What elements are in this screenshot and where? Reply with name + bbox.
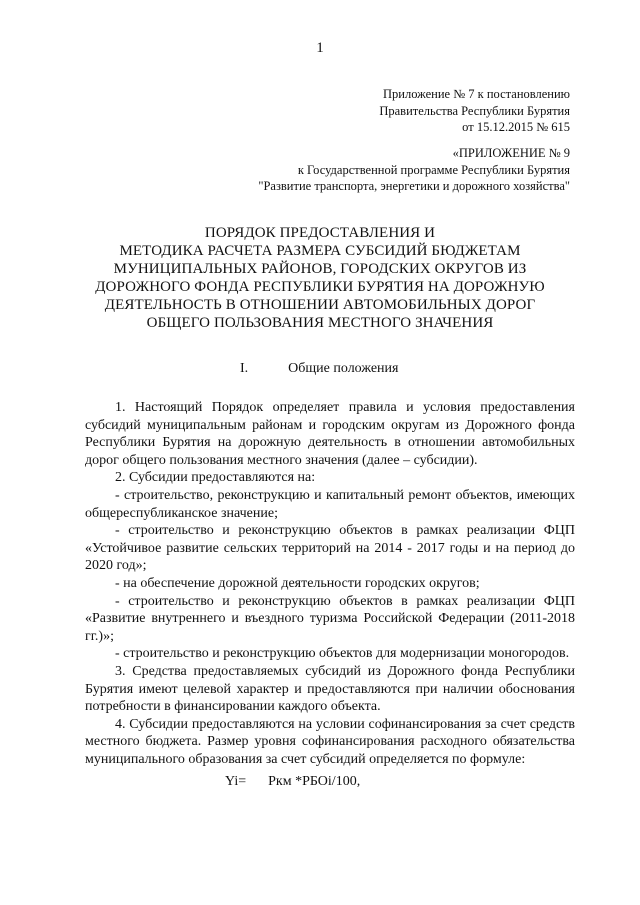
document-title — [60, 224, 580, 332]
title-line: ОБЩЕГО ПОЛЬЗОВАНИЯ МЕСТНОГО ЗНАЧЕНИЯ — [146, 315, 494, 331]
title-line: МУНИЦИПАЛЬНЫХ РАЙОНОВ, ГОРОДСКИХ ОКРУГОВ ИЗ — [113, 261, 527, 277]
title-line: ПОРЯДОК ПРЕДОСТАВЛЕНИЯ И — [204, 225, 436, 241]
formula-lhs: Yi= — [225, 774, 247, 790]
section-number: I. — [240, 361, 249, 376]
section-title: Общие положения — [288, 361, 399, 376]
annex-header-line: от 15.12.2015 № 615 — [462, 120, 570, 134]
paragraph: - строительство и реконструкцию объектов в рамках реализации ФЦП «Устойчивое развитие сельских территорий на 2014 - 2017 годы и на период до 2020 год»; — [85, 523, 575, 574]
paragraph: 4. Субсидии предоставляются на условии софинансирования за счет средств местного бюджета. Размер уровня софинансирования расходного обязательства муниципального образования за счет субсидий определяется по формуле: — [85, 716, 575, 767]
paragraph: - строительство и реконструкцию объектов в рамках реализации ФЦП «Развитие внутреннего и въездного туризма Российской Федерации (2011-2018 гг.)»; — [85, 593, 575, 644]
annex-header — [379, 86, 570, 136]
document-body — [85, 399, 575, 791]
paragraph: 1. Настоящий Порядок определяет правила и условия предоставления субсидий муниципальным районам и городским округам из Дорожного фонда Республики Бурятия на дорожную деятельность в отношении автомобильных дорог общего пользования местного значения (далее – субсидии). — [85, 400, 575, 468]
paragraph: - строительство, реконструкцию и капитальный ремонт объектов, имеющих общереспубликанское значение; — [85, 487, 575, 521]
paragraph: - строительство и реконструкцию объектов для модернизации моногородов. — [115, 646, 570, 662]
paragraph: 3. Средства предоставляемых субсидий из Дорожного фонда Республики Бурятия имеют целевой характер и предоставляются при наличии обоснования потребности в финансировании каждого объекта. — [85, 663, 575, 715]
title-line: ДОРОЖНОГО ФОНДА РЕСПУБЛИКИ БУРЯТИЯ НА ДОРОЖНУЮ — [95, 279, 545, 295]
paragraph: 2. Субсидии предоставляются на: — [115, 470, 316, 486]
page-number: 1 — [316, 40, 324, 56]
program-header-line: «ПРИЛОЖЕНИЕ № 9 — [452, 146, 570, 160]
annex-header-line: Приложение № 7 к постановлению — [383, 87, 570, 101]
formula-rhs: Ркм *РБОi/100, — [268, 774, 361, 790]
program-header-line: "Развитие транспорта, энергетики и дорожного хозяйства" — [258, 179, 570, 193]
paragraph: - на обеспечение дорожной деятельности городских округов; — [115, 575, 480, 591]
title-line: ДЕЯТЕЛЬНОСТЬ В ОТНОШЕНИИ АВТОМОБИЛЬНЫХ ДОРОГ — [104, 297, 536, 313]
annex-header-line: Правительства Республики Бурятия — [379, 103, 570, 118]
program-header-line: к Государственной программе Республики Бурятия — [297, 162, 570, 177]
section-heading — [240, 361, 398, 377]
formula — [85, 773, 575, 791]
title-line: МЕТОДИКА РАСЧЕТА РАЗМЕРА СУБСИДИЙ БЮДЖЕТАМ — [119, 243, 521, 259]
program-header — [258, 145, 570, 195]
